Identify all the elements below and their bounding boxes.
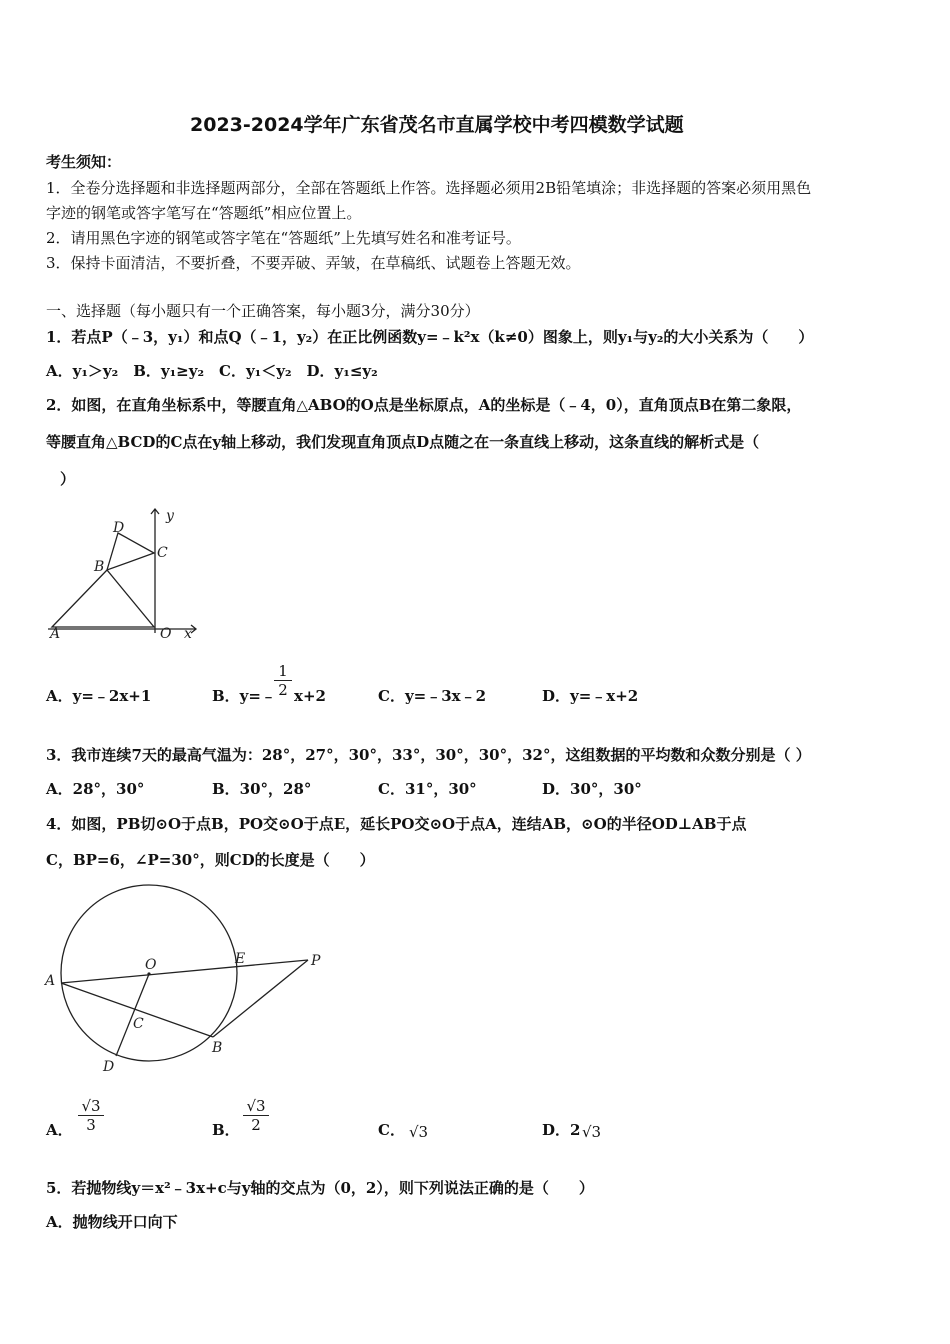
q2-stem-line-3: ）	[60, 470, 76, 488]
q2-option-b-denominator: 2	[274, 680, 292, 699]
q2-figure	[44, 505, 204, 640]
q4-option-b-denominator: 2	[243, 1115, 269, 1134]
notice-line-4: 3．保持卡面清洁，不要折叠，不要弄破、弄皱，在草稿纸、试题卷上答题无效。	[46, 254, 581, 272]
q4-stem-line-2: C，BP=6，∠P=30°，则CD的长度是（ ）	[46, 851, 375, 869]
q2-option-a: A．y=﹣2x+1	[46, 687, 152, 705]
q4-stem-line-1: 4．如图，PB切⊙O于点B，PO交⊙O于点E，延长PO交⊙O于点A，连结AB，⊙O的半径OD⊥AB于点	[46, 815, 747, 833]
q2-option-d: D．y=﹣x+2	[542, 687, 639, 705]
q2-stem-line-1: 2．如图，在直角坐标系中，等腰直角△ABO的O点是坐标原点，A的坐标是（﹣4，0），直角顶点B在第二象限，	[46, 396, 802, 414]
q2-stem-line-2: 等腰直角△BCD的C点在y轴上移动，我们发现直角顶点D点随之在一条直线上移动，这条直线的解析式是（	[46, 433, 760, 451]
fig2-label-x: x	[184, 626, 192, 642]
q4-option-b-fraction	[243, 1097, 269, 1134]
q4-option-a-denominator: 3	[78, 1115, 104, 1134]
q5-option-a: A．抛物线开口向下	[46, 1213, 178, 1231]
fig2-label-D: D	[113, 520, 125, 536]
fig2-label-y: y	[166, 508, 174, 524]
q3-option-b: B．30°，28°	[212, 780, 312, 798]
q4-option-a-fraction	[78, 1097, 104, 1134]
q2-option-b-numerator: 1	[278, 662, 288, 680]
notice-line-2: 字迹的钢笔或答字笔写在“答题纸”相应位置上。	[46, 204, 362, 222]
q4-option-c-value: √3	[409, 1123, 429, 1141]
q4-option-b-label: B．	[212, 1121, 240, 1139]
q4-option-a-label: A．	[46, 1121, 73, 1139]
fig2-label-A: A	[50, 626, 61, 642]
q4-option-d-label: D．2	[542, 1121, 581, 1139]
fig4-label-P: P	[311, 953, 321, 969]
section-heading: 一、选择题（每小题只有一个正确答案，每小题3分，满分30分）	[46, 302, 480, 320]
fig4-label-D: D	[103, 1059, 115, 1075]
page-title: 2023-2024学年广东省茂名市直属学校中考四模数学试题	[190, 114, 684, 136]
fig2-label-O: O	[160, 626, 172, 642]
q4-option-b-numerator: √3	[246, 1097, 266, 1115]
notice-heading: 考生须知：	[46, 153, 122, 171]
fig4-label-O: O	[145, 957, 157, 973]
q1-stem: 1．若点P（﹣3，y₁）和点Q（﹣1，y₂）在正比例函数y=﹣k²x（k≠0）图象上，则y₁与y₂的大小关系为（ ）	[46, 328, 814, 346]
q4-option-c-label: C．	[378, 1121, 405, 1139]
fig4-label-A: A	[45, 973, 56, 989]
q3-option-d: D．30°，30°	[542, 780, 642, 798]
q5-stem: 5．若抛物线y＝x²﹣3x+c与y轴的交点为（0，2），则下列说法正确的是（ ）	[46, 1179, 594, 1197]
q1-options: A．y₁＞y₂ B．y₁≥y₂ C．y₁＜y₂ D．y₁≤y₂	[46, 362, 378, 380]
q4-figure	[40, 885, 330, 1075]
q3-stem: 3．我市连续7天的最高气温为：28°，27°，30°，33°，30°，30°，32°，这组数据的平均数和众数分别是（ ）	[46, 746, 811, 764]
q2-option-b-prefix: B．y=﹣	[212, 687, 276, 705]
q2-option-b-suffix: x+2	[294, 687, 326, 705]
notice-line-1: 1．全卷分选择题和非选择题两部分，全部在答题纸上作答。选择题必须用2B铅笔填涂；非选择题的答案必须用黑色	[46, 179, 812, 197]
fig4-label-C: C	[133, 1016, 144, 1032]
q3-option-a: A．28°，30°	[46, 780, 145, 798]
q2-option-b-fraction	[274, 662, 292, 699]
q2-option-c: C．y=﹣3x﹣2	[378, 687, 487, 705]
notice-line-3: 2．请用黑色字迹的钢笔或答字笔在“答题纸”上先填写姓名和准考证号。	[46, 229, 521, 247]
fig2-label-B: B	[94, 559, 105, 575]
fig4-label-E: E	[235, 951, 246, 967]
q4-option-a-numerator: √3	[81, 1097, 101, 1115]
fig2-label-C: C	[157, 545, 168, 561]
fig4-label-B: B	[212, 1040, 223, 1056]
q4-option-d-value: √3	[582, 1123, 602, 1141]
q3-option-c: C．31°，30°	[378, 780, 477, 798]
